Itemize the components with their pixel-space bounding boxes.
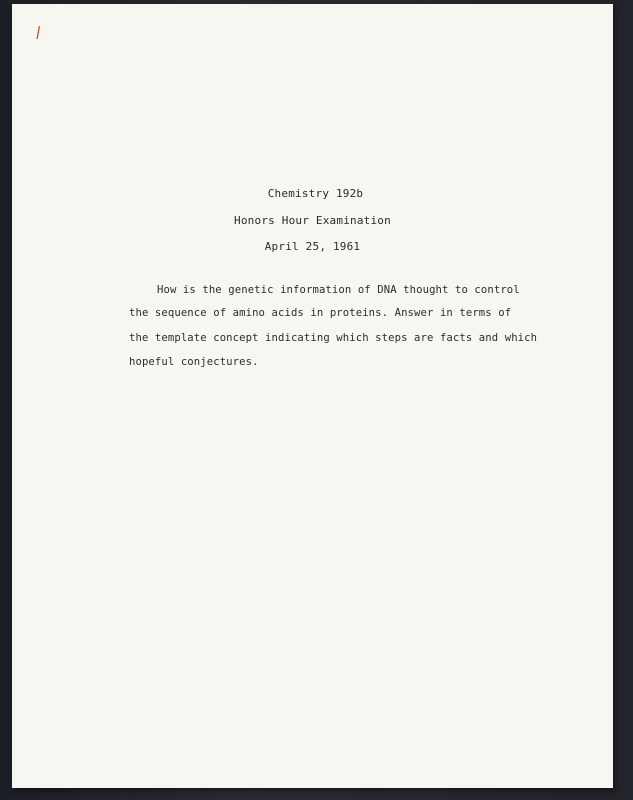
question-line: How is the genetic information of DNA thought to control: [157, 284, 520, 296]
exam-title: Honors Hour Examination: [234, 214, 391, 227]
question-line: the template concept indicating which steps are facts and which: [129, 332, 538, 344]
red-pencil-mark: [35, 26, 42, 41]
exam-date: April 25, 1961: [264, 240, 361, 253]
question-line: the sequence of amino acids in proteins. Answer in terms of: [129, 307, 512, 319]
course-title: Chemistry 192b: [267, 187, 364, 200]
document-page: [12, 4, 613, 788]
question-line: hopeful conjectures.: [129, 356, 259, 368]
